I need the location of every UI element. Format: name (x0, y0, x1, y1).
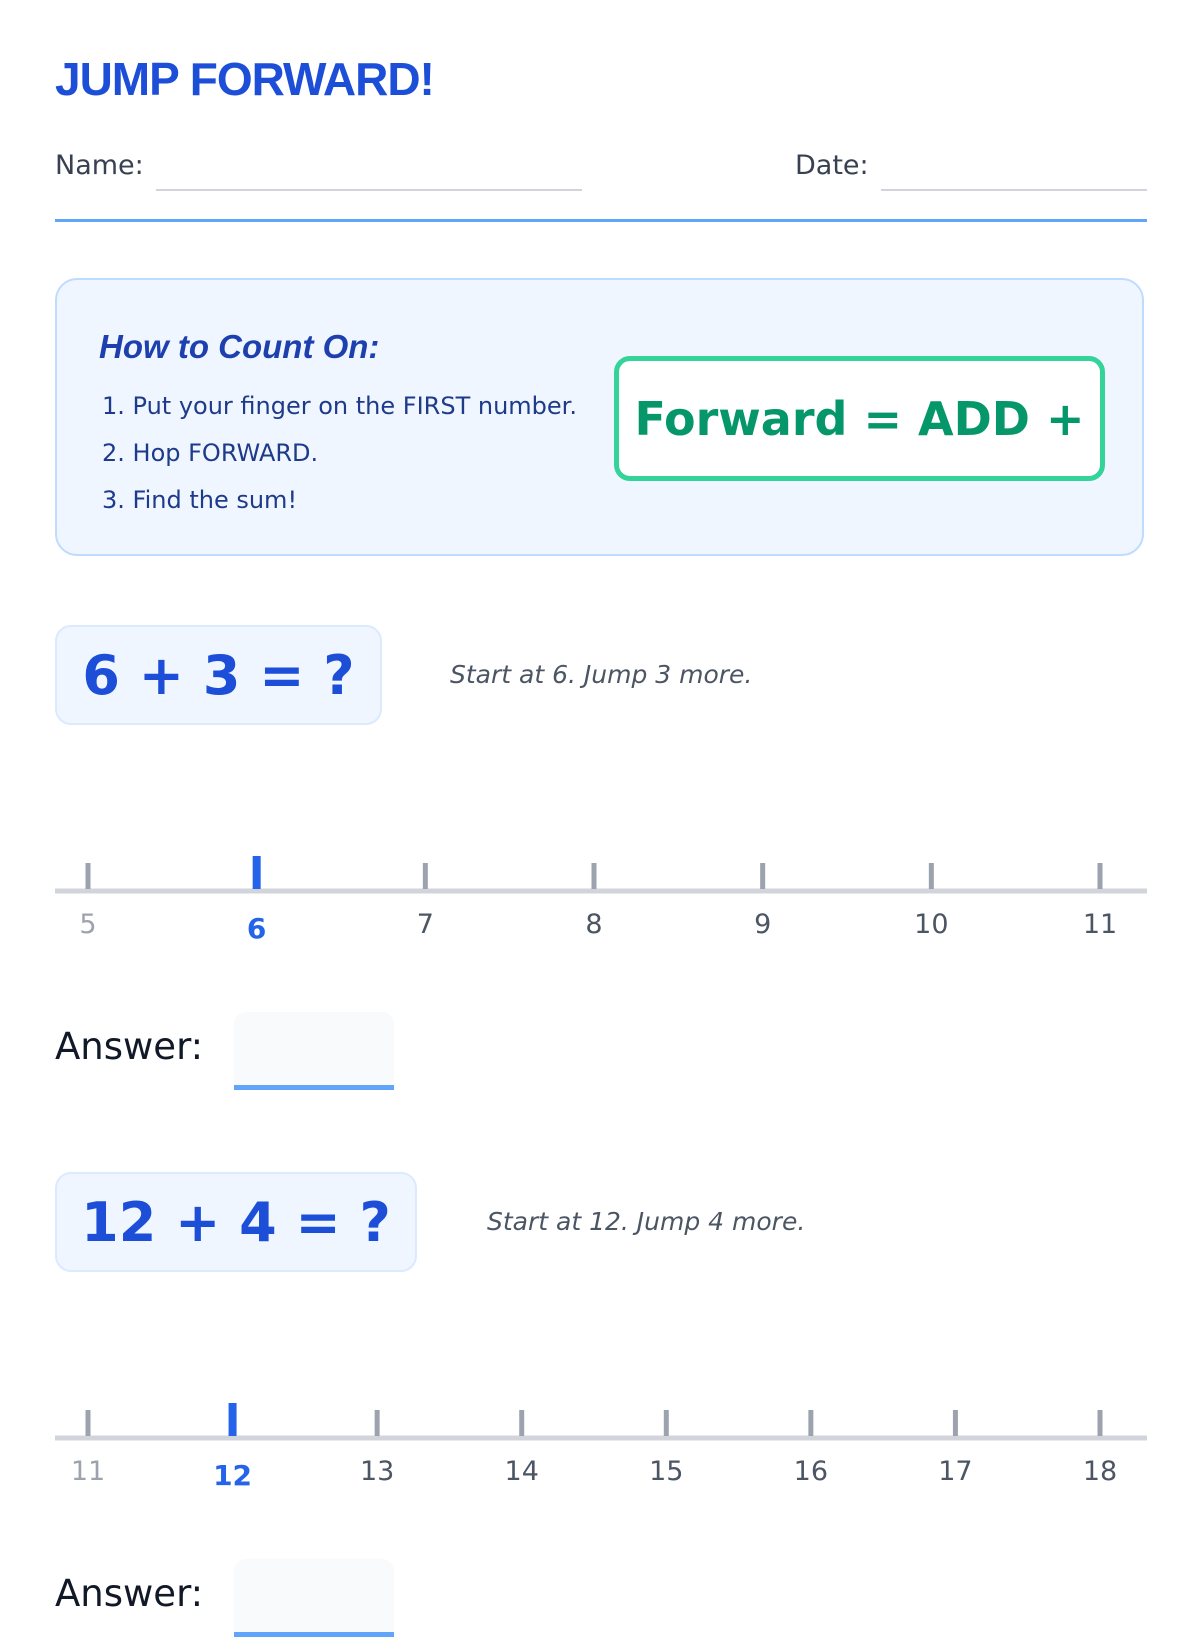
step-item: 2. Hop FORWARD. (102, 439, 319, 467)
answer-label: Answer: (55, 1025, 204, 1068)
tick-label: 14 (504, 1456, 539, 1487)
tick-label: 8 (585, 909, 603, 940)
number-line (55, 835, 1147, 945)
start-tick-label: 6 (246, 912, 267, 945)
tick-label: 11 (1082, 909, 1118, 940)
tick-label: 10 (914, 909, 949, 940)
worksheet-title: JUMP FORWARD! (55, 53, 434, 105)
name-label: Name: (55, 150, 144, 181)
answer-label: Answer: (55, 1572, 204, 1615)
answer-input[interactable] (234, 1012, 394, 1090)
start-tick-label: 12 (213, 1459, 253, 1492)
equation-box: 12 + 4 = ? (55, 1172, 417, 1272)
tick-label: 13 (359, 1456, 395, 1487)
tick-label: 11 (70, 1456, 106, 1487)
tick-label: 17 (938, 1456, 973, 1487)
date-line[interactable] (881, 189, 1147, 191)
name-line[interactable] (156, 189, 582, 191)
answer-input[interactable] (234, 1559, 394, 1637)
tick-label: 15 (649, 1456, 684, 1487)
equation-box: 6 + 3 = ? (55, 625, 382, 725)
forward-add-rule-card: Forward = ADD + (614, 356, 1105, 481)
number-line (55, 1382, 1147, 1492)
tick-label: 7 (416, 909, 434, 940)
step-item: 1. Put your finger on the FIRST number. (102, 392, 577, 420)
date-label: Date: (795, 150, 869, 181)
header-divider (55, 219, 1147, 222)
tick-label: 5 (79, 909, 97, 940)
step-item: 3. Find the sum! (102, 486, 298, 514)
problem-hint: Start at 12. Jump 4 more. (487, 1207, 806, 1236)
tick-label: 9 (754, 909, 772, 940)
instructions-title: How to Count On: (99, 328, 380, 365)
problem-hint: Start at 6. Jump 3 more. (450, 660, 753, 689)
tick-label: 18 (1082, 1456, 1118, 1487)
tick-label: 16 (793, 1456, 829, 1487)
instructions-box (55, 278, 1144, 556)
instructions-steps (102, 383, 577, 524)
